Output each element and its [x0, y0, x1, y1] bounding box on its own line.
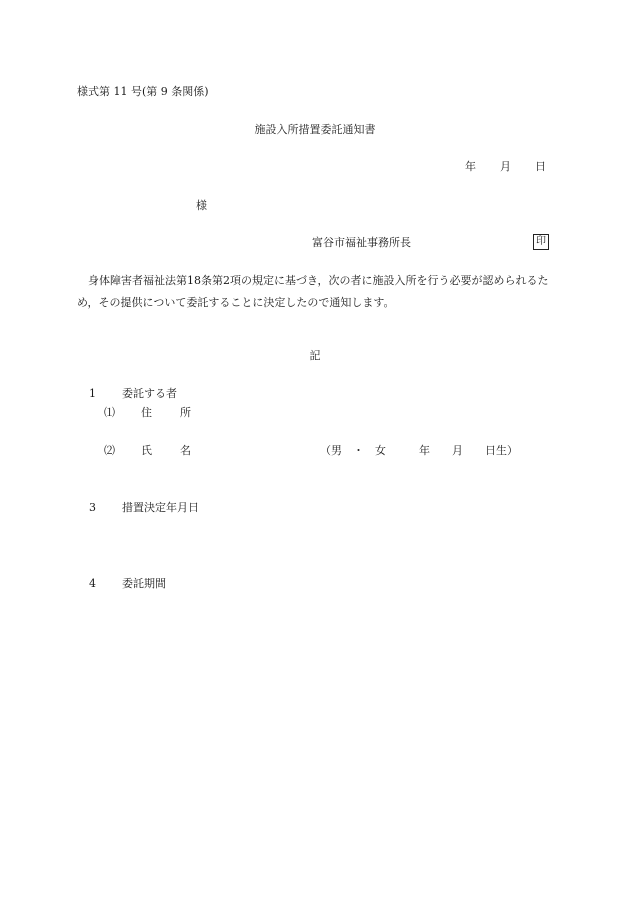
section-1-label: 委託する者	[122, 387, 177, 400]
section-3	[89, 501, 199, 515]
section-1	[89, 387, 177, 401]
date-line	[465, 160, 546, 174]
section-4-label: 委託期間	[122, 577, 166, 590]
subsection-1-number: ⑴	[104, 406, 115, 419]
gender-birthdate: （男 ・ 女 年 月 日生）	[320, 444, 518, 457]
seal-stamp: 印	[533, 234, 549, 250]
name-char-2: 名	[180, 444, 191, 457]
subsection-address	[104, 406, 191, 420]
name-char-1: 氏	[141, 444, 152, 457]
date-month-label: 月	[500, 160, 511, 173]
date-day-label: 日	[535, 160, 546, 173]
section-4	[89, 577, 166, 591]
body-paragraph: 身体障害者福祉法第18条第2項の規定に基づき，次の者に施設入所を行う必要が認められるため，その提供について委託することに決定したので通知します。	[77, 274, 549, 309]
section-1-number: 1	[89, 387, 96, 400]
address-char-1: 住	[141, 406, 152, 419]
addressee-honorific: 様	[196, 199, 207, 212]
section-3-label: 措置決定年月日	[122, 501, 199, 514]
document-title: 施設入所措置委託通知書	[254, 123, 376, 136]
section-3-number: 3	[89, 501, 96, 514]
issuer-name: 富谷市福祉事務所長	[312, 236, 411, 249]
subsection-name	[104, 444, 191, 458]
subsection-2-number: ⑵	[104, 444, 115, 457]
address-char-2: 所	[180, 406, 191, 419]
section-4-number: 4	[89, 577, 96, 590]
form-number: 様式第 11 号(第 9 条関係)	[77, 85, 209, 98]
date-year-label: 年	[465, 160, 476, 173]
ki-heading: 記	[309, 349, 321, 362]
